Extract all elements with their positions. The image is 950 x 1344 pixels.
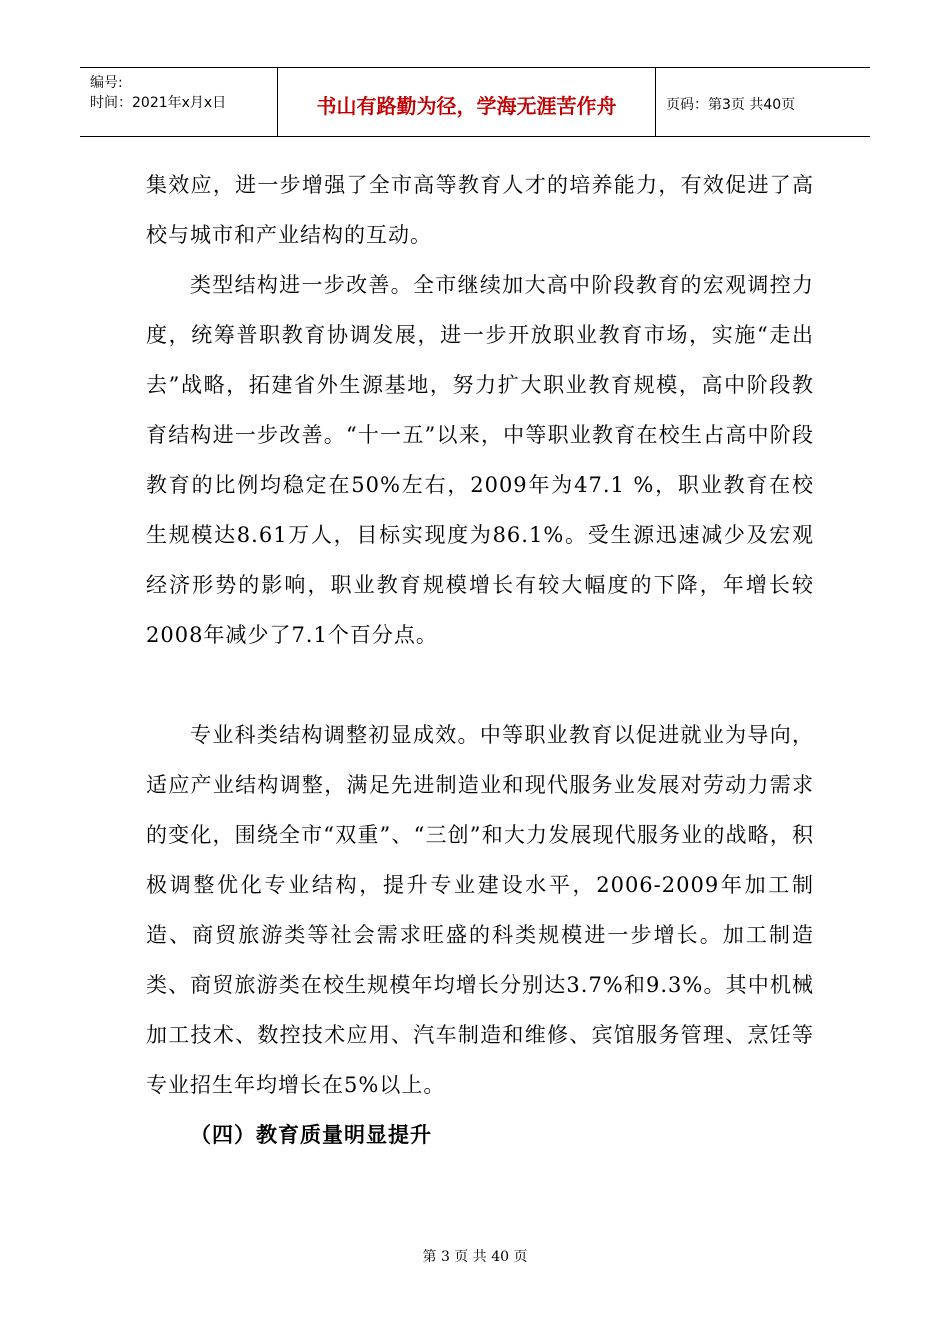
paragraph-continued: 集效应，进一步增强了全市高等教育人才的培养能力，有效促进了高校与城市和产业结构的互动。 — [146, 173, 814, 247]
page-header — [80, 67, 870, 137]
paragraph-gap — [146, 660, 814, 710]
header-meta-cell — [80, 68, 278, 136]
header-motto: 书山有路勤为径，学海无涯苦作舟 — [316, 94, 617, 118]
header-page-cell — [656, 68, 870, 136]
serial-label: 编号: — [90, 75, 123, 91]
paragraph-specialty-structure: 专业科类结构调整初显成效。中等职业教育以促进就业为导向，适应产业结构调整，满足先进制造业和现代服务业发展对劳动力需求的变化，围绕全市“双重”、“三创”和大力发展现代服务业的战略，积极调整优化专业结构，提升专业建设水平，2006-2009年加工制造、商贸旅游类等社会需求旺盛的科类规模进一步增长。加工制造类、商贸旅游类在校生规模年均增长分别达3.7%和9.3%。其中机械加工技术、数控技术应用、汽车制造和维修、宾馆服务管理、烹饪等专业招生年均增长在5%以上。 — [146, 723, 814, 1097]
time-label: 时间：2021年x月x日 — [90, 95, 227, 111]
document-body — [146, 160, 814, 1160]
header-page-info: 页码：第3页 共40页 — [666, 97, 796, 113]
section-heading: （四）教育质量明显提升 — [190, 1123, 432, 1147]
header-motto-cell — [278, 68, 656, 136]
page-footer: 第 3 页 共 40 页 — [422, 1249, 528, 1265]
paragraph-type-structure: 类型结构进一步改善。全市继续加大高中阶段教育的宏观调控力度，统筹普职教育协调发展，进一步开放职业教育市场，实施“走出去”战略，拓建省外生源基地，努力扩大职业教育规模，高中阶段教育结构进一步改善。“十一五”以来，中等职业教育在校生占高中阶段教育的比例均稳定在50%左右，2009年为47.1 %，职业教育在校生规模达8.61万人，目标实现度为86.1%。受生源迅速减少及宏观经济形势的影响，职业教育规模增长有较大幅度的下降，年增长较2008年减少了7.1个百分点。 — [146, 273, 814, 647]
